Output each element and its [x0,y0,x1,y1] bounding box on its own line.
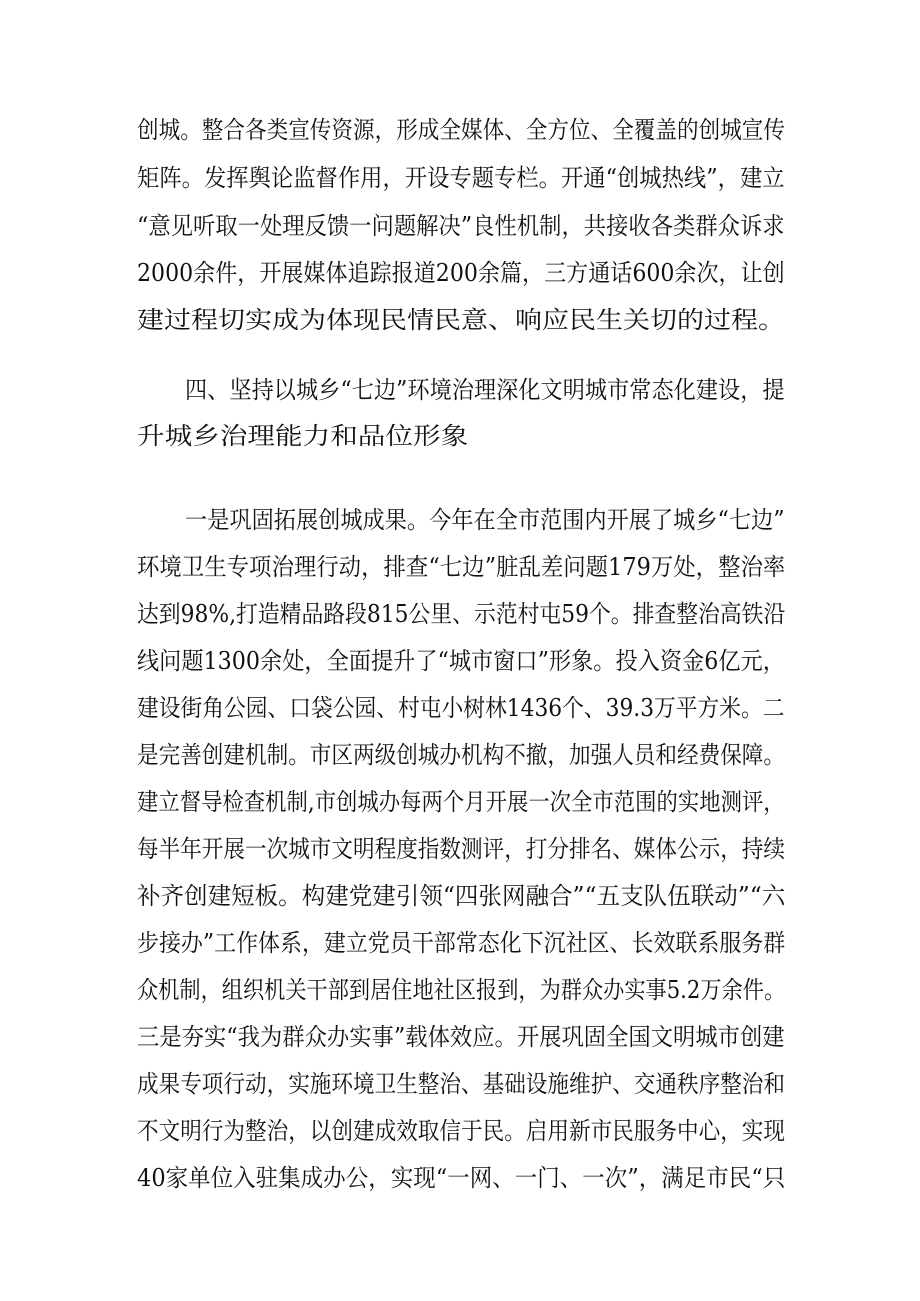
section-heading: 升城乡治理能力和品位形象 [137,422,469,450]
text-line: 步接办”工作体系，建立党员干部常态化下沉社区、长效联系服务群 [137,929,786,957]
text-line: 不文明行为整治，以创建成效取信于民。启用新市民服务中心，实现 [137,1117,785,1145]
text-line: 建设街角公园、口袋公园、村屯小树林1436个、39.3万平方米。二 [137,694,785,722]
text-line: 是完善创建机制。市区两级创城办机构不撤，加强人员和经费保障。 [137,741,785,769]
text-line: 创城。整合各类宣传资源，形成全媒体、全方位、全覆盖的创城宣传 [137,116,785,144]
text-line: 补齐创建短板。构建党建引领“四张网融合”“五支队伍联动”“六 [137,882,786,910]
text-line: 矩阵。发挥舆论监督作用，开设专题专栏。开通“创城热线”，建立 [137,164,785,192]
text-line: 建立督导检查机制,市创城办每两个月开展一次全市范围的实地测评， [137,788,785,816]
text-line: 成果专项行动，实施环境卫生整治、基础设施维护、交通秩序整治和 [137,1070,785,1098]
text-line: 一是巩固拓展创城成果。今年在全市范围内开展了城乡“七边” [185,506,785,534]
text-line: 40家单位入驻集成办公，实现“一网、一门、一次”，满足市民“只 [137,1164,786,1192]
text-line: 三是夯实“我为群众办实事”载体效应。开展巩固全国文明城市创建 [137,1023,785,1051]
text-line: 每半年开展一次城市文明程度指数测评，打分排名、媒体公示，持续 [137,835,785,863]
text-line: “意见听取一处理反馈一问题解决”良性机制，共接收各类群众诉求 [137,212,785,240]
text-line: 环境卫生专项治理行动，排查“七边”脏乱差问题179万处，整治率 [137,553,786,581]
section-heading: 四、坚持以城乡“七边”环境治理深化文明城市常态化建设，提 [185,376,785,404]
text-line: 2000余件，开展媒体追踪报道200余篇，三方通话600余次，让创 [137,259,785,287]
text-line: 达到98%,打造精品路段815公里、示范村屯59个。排查整治高铁沿 [137,600,786,628]
text-line: 众机制，组织机关干部到居住地社区报到，为群众办实事5.2万余件。 [137,976,786,1004]
text-line: 线问题1300余处，全面提升了“城市窗口”形象。投入资金6亿元， [137,647,785,675]
text-line: 建过程切实成为体现民情民意、响应民生关切的过程。 [137,306,785,334]
